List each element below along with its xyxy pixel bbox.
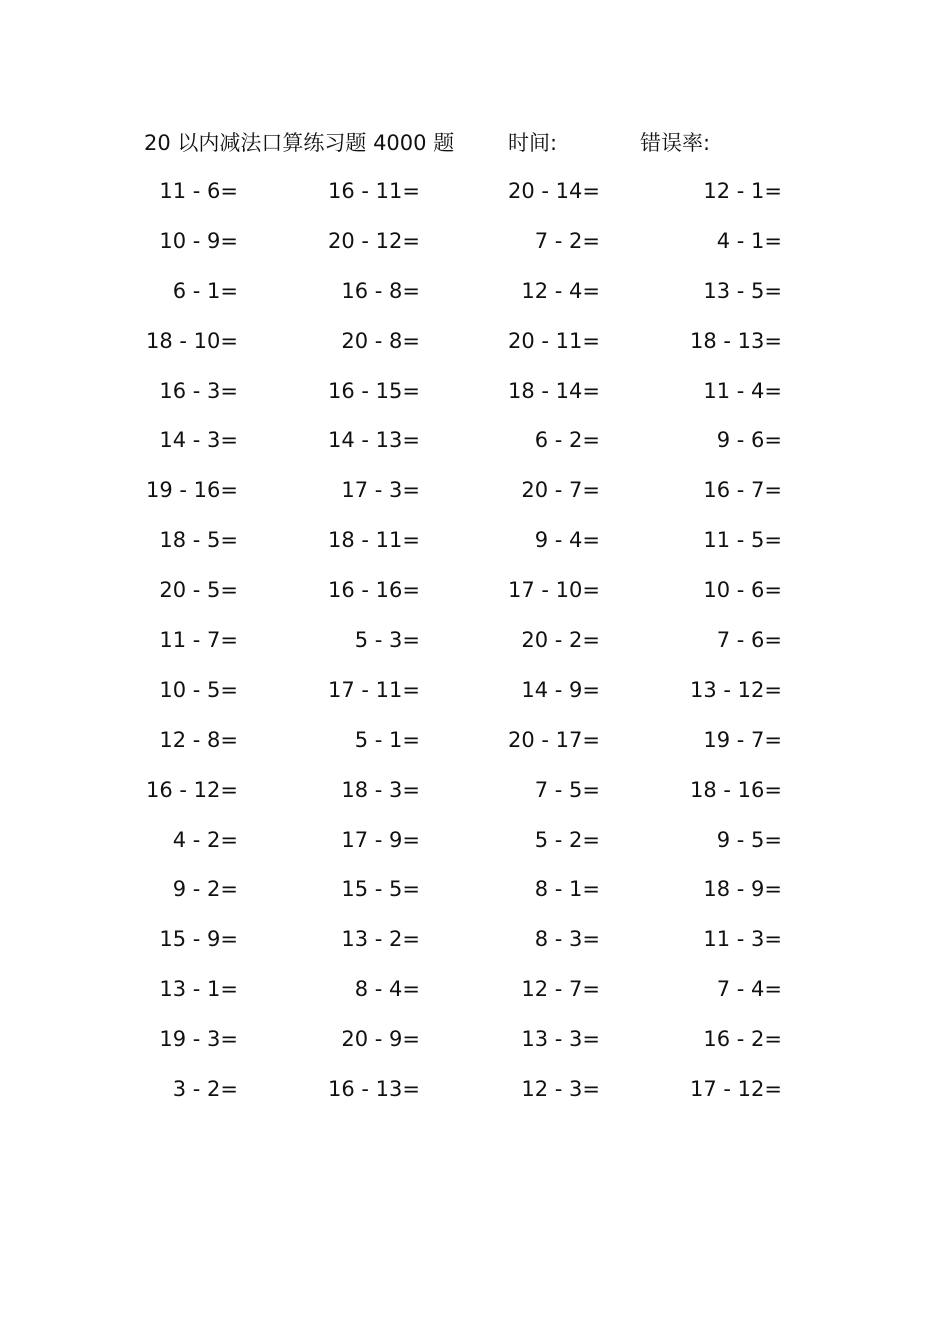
subtraction-problem: 11 - 7= xyxy=(159,628,238,653)
subtraction-problem: 16 - 8= xyxy=(341,278,420,303)
subtraction-problem: 16 - 15= xyxy=(328,378,420,403)
subtraction-problem: 13 - 1= xyxy=(159,977,238,1002)
subtraction-problem: 11 - 3= xyxy=(703,927,782,952)
subtraction-problem: 10 - 5= xyxy=(159,677,238,702)
problem-row xyxy=(0,1072,950,1122)
subtraction-problem: 16 - 7= xyxy=(703,478,782,503)
subtraction-problem: 17 - 10= xyxy=(508,578,600,603)
subtraction-problem: 18 - 11= xyxy=(328,528,420,553)
subtraction-problem: 5 - 3= xyxy=(354,628,420,653)
subtraction-problem: 12 - 7= xyxy=(521,977,600,1002)
subtraction-problem: 16 - 2= xyxy=(703,1027,782,1052)
problem-row xyxy=(0,872,950,922)
subtraction-problem: 11 - 4= xyxy=(703,378,782,403)
subtraction-problem: 8 - 1= xyxy=(534,877,600,902)
subtraction-problem: 12 - 4= xyxy=(521,278,600,303)
subtraction-problem: 20 - 17= xyxy=(508,727,600,752)
subtraction-problem: 18 - 9= xyxy=(703,877,782,902)
subtraction-problem: 15 - 5= xyxy=(341,877,420,902)
subtraction-problem: 14 - 13= xyxy=(328,428,420,453)
subtraction-problem: 20 - 7= xyxy=(521,478,600,503)
subtraction-problem: 20 - 9= xyxy=(341,1027,420,1052)
subtraction-problem: 18 - 10= xyxy=(146,328,238,353)
subtraction-problem: 17 - 11= xyxy=(328,677,420,702)
subtraction-problem: 17 - 12= xyxy=(690,1077,782,1102)
subtraction-problem: 16 - 11= xyxy=(328,179,420,203)
subtraction-problem: 11 - 6= xyxy=(159,179,238,203)
worksheet-header xyxy=(144,126,844,160)
problem-row xyxy=(0,523,950,573)
problem-row xyxy=(0,972,950,1022)
subtraction-problem: 12 - 8= xyxy=(159,727,238,752)
subtraction-problem: 8 - 4= xyxy=(354,977,420,1002)
subtraction-problem: 19 - 7= xyxy=(703,727,782,752)
subtraction-problem: 18 - 5= xyxy=(159,528,238,553)
problem-row xyxy=(0,922,950,972)
subtraction-problem: 9 - 6= xyxy=(716,428,782,453)
subtraction-problem: 15 - 9= xyxy=(159,927,238,952)
subtraction-problem: 13 - 12= xyxy=(690,677,782,702)
subtraction-problem: 6 - 2= xyxy=(534,428,600,453)
subtraction-problem: 18 - 14= xyxy=(508,378,600,403)
subtraction-problem: 3 - 2= xyxy=(172,1077,238,1102)
time-label: 时间: xyxy=(508,131,558,155)
subtraction-problem: 4 - 2= xyxy=(172,827,238,852)
subtraction-problem: 8 - 3= xyxy=(534,927,600,952)
subtraction-problem: 18 - 3= xyxy=(341,777,420,802)
subtraction-problem: 20 - 8= xyxy=(341,328,420,353)
problem-row xyxy=(0,423,950,473)
problem-row xyxy=(0,374,950,424)
subtraction-problem: 14 - 9= xyxy=(521,677,600,702)
subtraction-problem: 5 - 1= xyxy=(354,727,420,752)
subtraction-problem: 11 - 5= xyxy=(703,528,782,553)
problem-row xyxy=(0,224,950,274)
subtraction-problem: 5 - 2= xyxy=(534,827,600,852)
subtraction-problem: 10 - 9= xyxy=(159,228,238,253)
subtraction-problem: 16 - 13= xyxy=(328,1077,420,1102)
problem-row xyxy=(0,773,950,823)
problem-row xyxy=(0,673,950,723)
problem-row xyxy=(0,274,950,324)
problem-row xyxy=(0,324,950,374)
problem-row xyxy=(0,823,950,873)
subtraction-problem: 13 - 3= xyxy=(521,1027,600,1052)
subtraction-problem: 13 - 5= xyxy=(703,278,782,303)
subtraction-problem: 20 - 2= xyxy=(521,628,600,653)
subtraction-problem: 7 - 5= xyxy=(534,777,600,802)
subtraction-problem: 20 - 5= xyxy=(159,578,238,603)
subtraction-problem: 19 - 16= xyxy=(146,478,238,503)
subtraction-problem: 9 - 2= xyxy=(172,877,238,902)
subtraction-problem: 7 - 4= xyxy=(716,977,782,1002)
problem-row xyxy=(0,473,950,523)
problem-row xyxy=(0,174,950,224)
problem-row xyxy=(0,723,950,773)
subtraction-problem: 17 - 3= xyxy=(341,478,420,503)
problem-row xyxy=(0,573,950,623)
subtraction-problem: 6 - 1= xyxy=(172,278,238,303)
subtraction-problem: 12 - 1= xyxy=(703,179,782,203)
subtraction-problem: 16 - 12= xyxy=(146,777,238,802)
subtraction-problem: 4 - 1= xyxy=(716,228,782,253)
subtraction-problem: 7 - 2= xyxy=(534,228,600,253)
subtraction-problem: 7 - 6= xyxy=(716,628,782,653)
subtraction-problem: 9 - 4= xyxy=(534,528,600,553)
subtraction-problem: 19 - 3= xyxy=(159,1027,238,1052)
subtraction-problem: 16 - 16= xyxy=(328,578,420,603)
problem-row xyxy=(0,1022,950,1072)
subtraction-problem: 13 - 2= xyxy=(341,927,420,952)
subtraction-problem: 9 - 5= xyxy=(716,827,782,852)
subtraction-problem: 20 - 12= xyxy=(328,228,420,253)
subtraction-problem: 20 - 11= xyxy=(508,328,600,353)
subtraction-problem: 16 - 3= xyxy=(159,378,238,403)
subtraction-problem: 17 - 9= xyxy=(341,827,420,852)
subtraction-problem: 10 - 6= xyxy=(703,578,782,603)
subtraction-problem: 18 - 13= xyxy=(690,328,782,353)
problem-grid xyxy=(0,174,950,1122)
error-rate-label: 错误率: xyxy=(640,131,711,155)
subtraction-problem: 18 - 16= xyxy=(690,777,782,802)
problem-row xyxy=(0,623,950,673)
subtraction-problem: 14 - 3= xyxy=(159,428,238,453)
subtraction-problem: 12 - 3= xyxy=(521,1077,600,1102)
subtraction-problem: 20 - 14= xyxy=(508,179,600,203)
worksheet-title: 20 以内减法口算练习题 4000 题 xyxy=(144,131,455,155)
